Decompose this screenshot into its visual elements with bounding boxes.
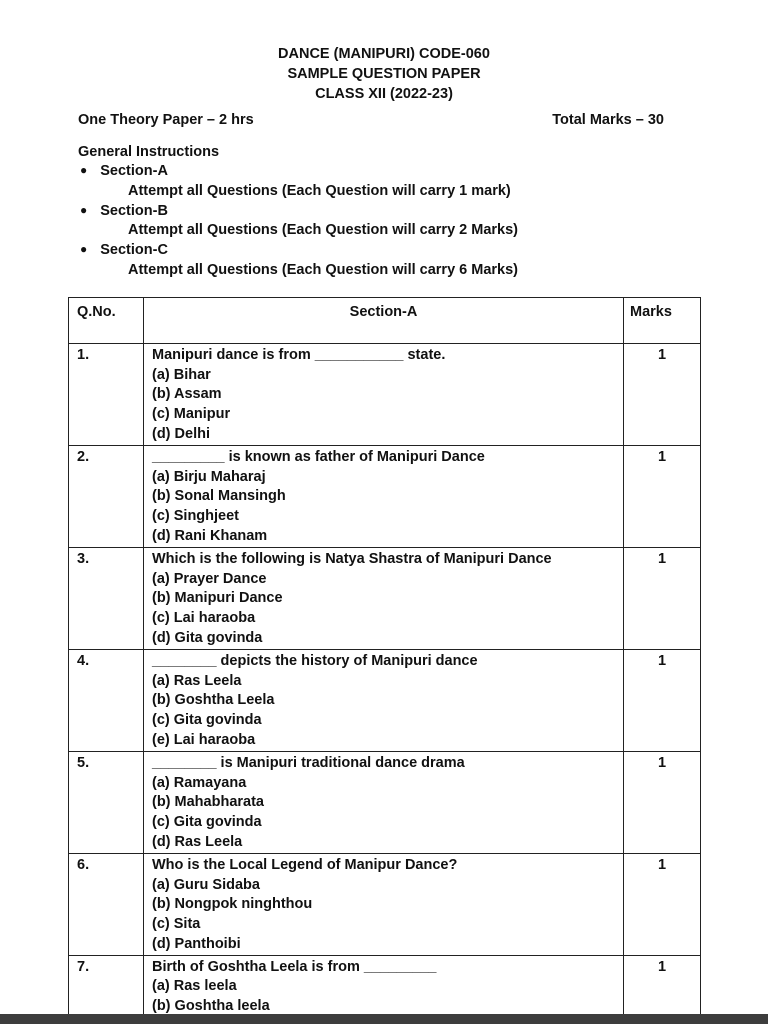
total-marks: Total Marks – 30 [552, 112, 664, 128]
paper-duration: One Theory Paper – 2 hrs [78, 112, 254, 128]
marks-value: 1 [624, 649, 701, 751]
option-item: (d) Panthoibi [152, 935, 241, 952]
marks-value: 1 [624, 547, 701, 649]
question-text: Manipuri dance is from ___________ state. [152, 346, 446, 363]
option-item: (b) Manipuri Dance [152, 590, 283, 607]
bullet-icon: ● [80, 202, 88, 217]
option-item: (c) Singhjeet [152, 508, 240, 525]
option-item: (d) Gita govinda [152, 629, 263, 646]
instruction-section-label: Section-C [100, 242, 168, 259]
doc-title-line-2: SAMPLE QUESTION PAPER [287, 66, 481, 82]
marks-column-header: Marks [624, 297, 701, 343]
question-row [69, 649, 701, 751]
question-text: _________ is known as father of Manipuri Dance [152, 448, 485, 465]
table-header-row [69, 297, 701, 343]
instruction-detail: Attempt all Questions (Each Question will carry 6 Marks) [128, 261, 518, 278]
option-item: (b) Goshtha Leela [152, 692, 275, 709]
questions-table [68, 297, 701, 1018]
bullet-icon: ● [80, 163, 88, 177]
option-item: (a) Ras leela [152, 978, 237, 995]
marks-value: 1 [624, 343, 701, 445]
paper-info-row [68, 110, 700, 130]
question-text: ________ is Manipuri traditional dance drama [152, 754, 465, 771]
option-item: (b) Sonal Mansingh [152, 488, 286, 505]
doc-title-line-1: DANCE (MANIPURI) CODE-060 [278, 46, 490, 62]
instruction-section-label: Section-B [100, 202, 168, 219]
instruction-detail: Attempt all Questions (Each Question will carry 1 mark) [128, 182, 511, 199]
option-item: (a) Ras Leela [152, 672, 242, 689]
instruction-item [68, 241, 700, 261]
instructions-heading: General Instructions [78, 144, 220, 160]
question-number: 1. [69, 343, 144, 445]
option-item: (e) Lai haraoba [152, 731, 256, 748]
instruction-section-label: Section-A [100, 163, 168, 179]
page-edge-bar [0, 1014, 768, 1024]
option-item: (c) Lai haraoba [152, 610, 256, 627]
question-number: 6. [69, 853, 144, 955]
option-item: (b) Nongpok ninghthou [152, 896, 313, 913]
option-item: (a) Prayer Dance [152, 570, 267, 587]
question-row [69, 547, 701, 649]
option-item: (d) Rani Khanam [152, 527, 268, 544]
option-item: (d) Delhi [152, 425, 210, 442]
marks-value: 1 [624, 955, 701, 1017]
question-text: Who is the Local Legend of Manipur Dance? [152, 856, 458, 873]
option-item: (c) Gita govinda [152, 712, 262, 729]
option-item: (b) Goshtha leela [152, 998, 270, 1015]
option-item: (c) Gita govinda [152, 814, 262, 831]
option-item: (a) Birju Maharaj [152, 468, 266, 485]
question-row [69, 751, 701, 853]
question-text: Which is the following is Natya Shastra of Manipuri Dance [152, 550, 552, 567]
question-row [69, 445, 701, 547]
question-number: 5. [69, 751, 144, 853]
question-text: ________ depicts the history of Manipuri dance [152, 652, 478, 669]
question-row [69, 343, 701, 445]
instruction-item [68, 162, 700, 182]
marks-value: 1 [624, 445, 701, 547]
marks-value: 1 [624, 751, 701, 853]
qno-column-header: Q.No. [69, 297, 144, 343]
question-number: 3. [69, 547, 144, 649]
instruction-item [68, 202, 700, 222]
option-item: (b) Assam [152, 386, 222, 403]
marks-value: 1 [624, 853, 701, 955]
bullet-icon: ● [80, 242, 88, 257]
question-row [69, 955, 701, 1017]
instruction-detail: Attempt all Questions (Each Question will carry 2 Marks) [128, 222, 518, 239]
section-column-header: Section-A [144, 297, 624, 343]
question-text: Birth of Goshtha Leela is from _________ [152, 958, 437, 975]
option-item: (a) Bihar [152, 366, 211, 383]
option-item: (b) Mahabharata [152, 794, 264, 811]
question-number: 7. [69, 955, 144, 1017]
question-number: 4. [69, 649, 144, 751]
option-item: (d) Ras Leela [152, 833, 243, 850]
option-item: (a) Ramayana [152, 774, 247, 791]
instructions-list [68, 162, 700, 281]
doc-title-line-3: CLASS XII (2022-23) [315, 86, 453, 102]
question-row [69, 853, 701, 955]
option-item: (c) Manipur [152, 406, 231, 423]
question-number: 2. [69, 445, 144, 547]
option-item: (a) Guru Sidaba [152, 876, 260, 893]
option-item: (c) Sita [152, 916, 201, 933]
